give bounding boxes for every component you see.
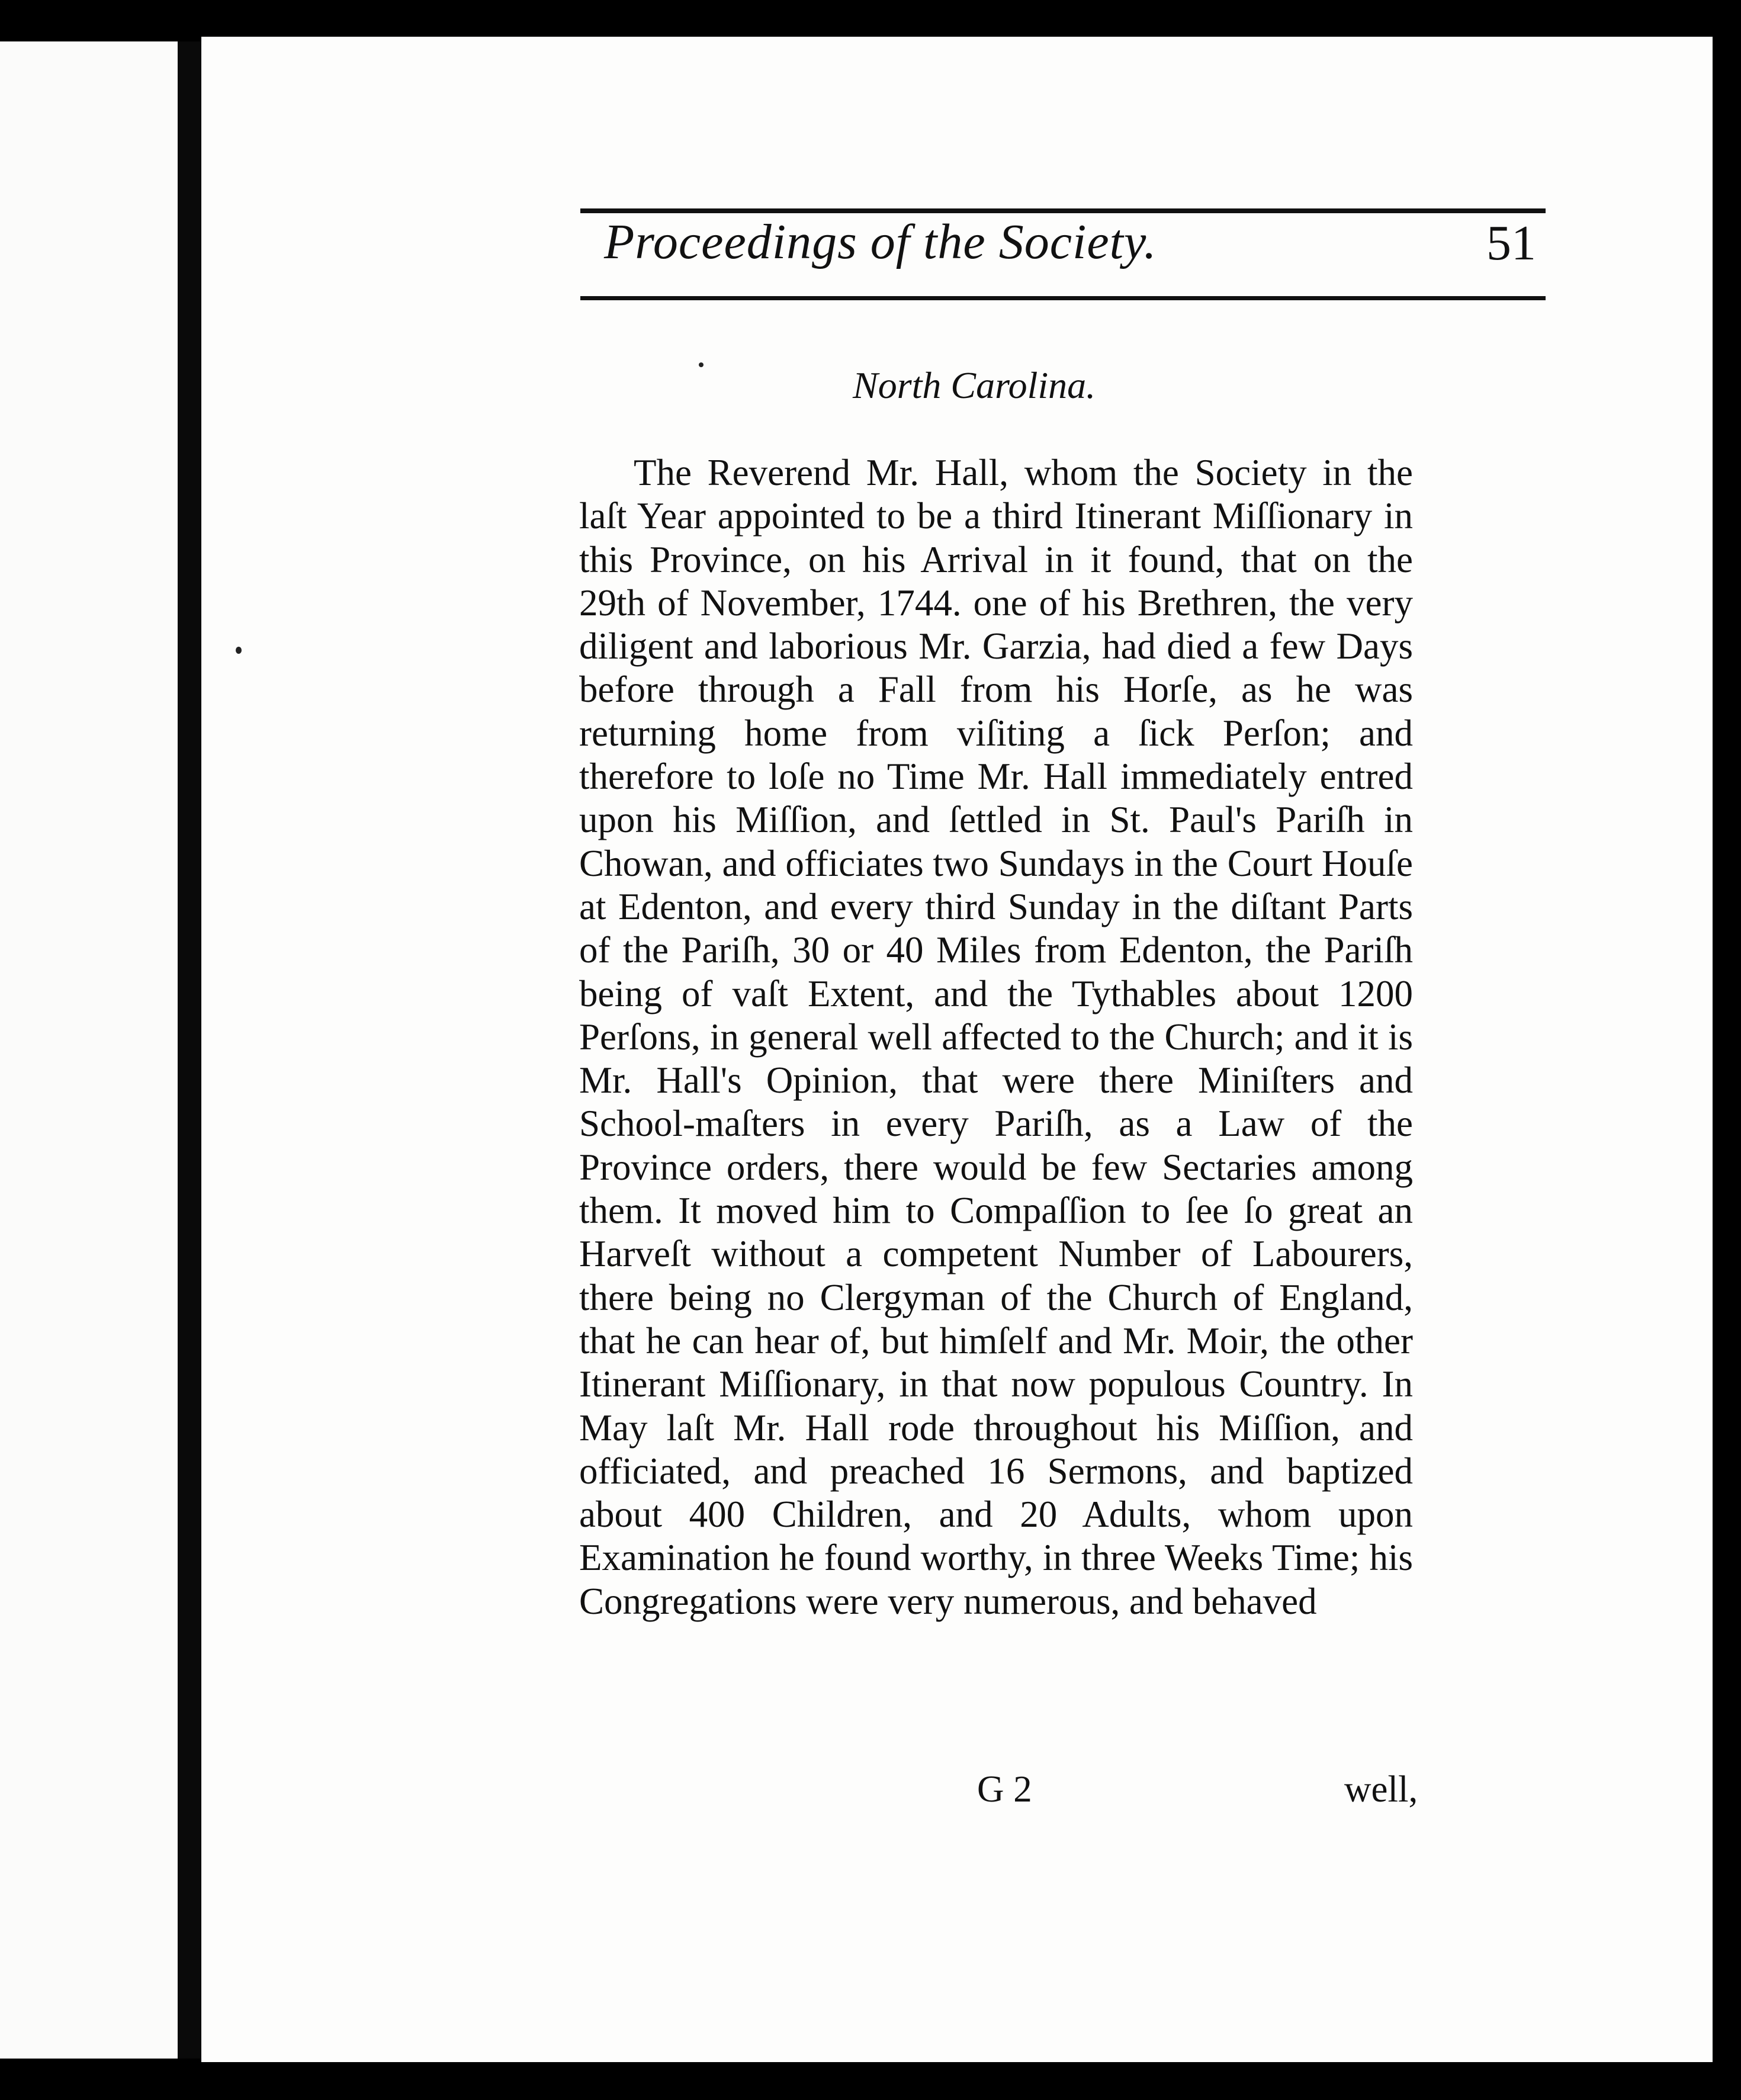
book-gutter — [178, 41, 201, 2059]
ink-speck — [236, 647, 242, 654]
signature-mark: G 2 — [977, 1768, 1032, 1810]
page-number: 51 — [1486, 216, 1536, 271]
section-title: North Carolina. — [853, 364, 1096, 406]
facing-page-edge — [0, 41, 178, 2059]
body-text — [579, 451, 1413, 1623]
header-rule-bottom — [580, 296, 1546, 300]
catchword: well, — [1344, 1768, 1418, 1810]
header-rule-top — [580, 208, 1546, 213]
running-head: Proceedings of the Society. — [604, 214, 1157, 269]
paragraph: The Reverend Mr. Hall, whom the Society in the laſt Year appointed to be a third Itinerant Miſſionary in this Province, on his Arrival in it found, that on the 29th of November, 1744. one of his Brethren, the very diligent and laborious Mr. Garzia, had died a few Days before through a Fall from his Horſe, as he was returning home from viſiting a ſick Perſon; and therefore to loſe no Time Mr. Hall immediately entred upon his Miſſion, and ſettled in St. Paul's Pariſh in Chowan, and officiates two Sundays in the Court Houſe at Edenton, and every third Sunday in the diſtant Parts of the Pariſh, 30 or 40 Miles from Edenton, the Pariſh being of vaſt Extent, and the Tythables about 1200 Perſons, in general well affected to the Church; and it is Mr. Hall's Opinion, that were there Miniſters and School-maſters in every Pariſh, as a Law of the Province orders, there would be few Sectaries among them. It moved him to Compaſſion to ſee ſo great an Harveſt without a competent Number of Labourers, there being no Clergyman of the Church of England, that he can hear of, but himſelf and Mr. Moir, the other Itinerant Miſſionary, in that now populous Country. In May laſt Mr. Hall rode throughout his Miſſion, and officiated, and preached 16 Sermons, and baptized about 400 Children, and 20 Adults, whom upon Examination he found worthy, in three Weeks Time; his Congregations were very numerous, and behaved — [579, 452, 1413, 1622]
ink-speck — [699, 362, 704, 367]
